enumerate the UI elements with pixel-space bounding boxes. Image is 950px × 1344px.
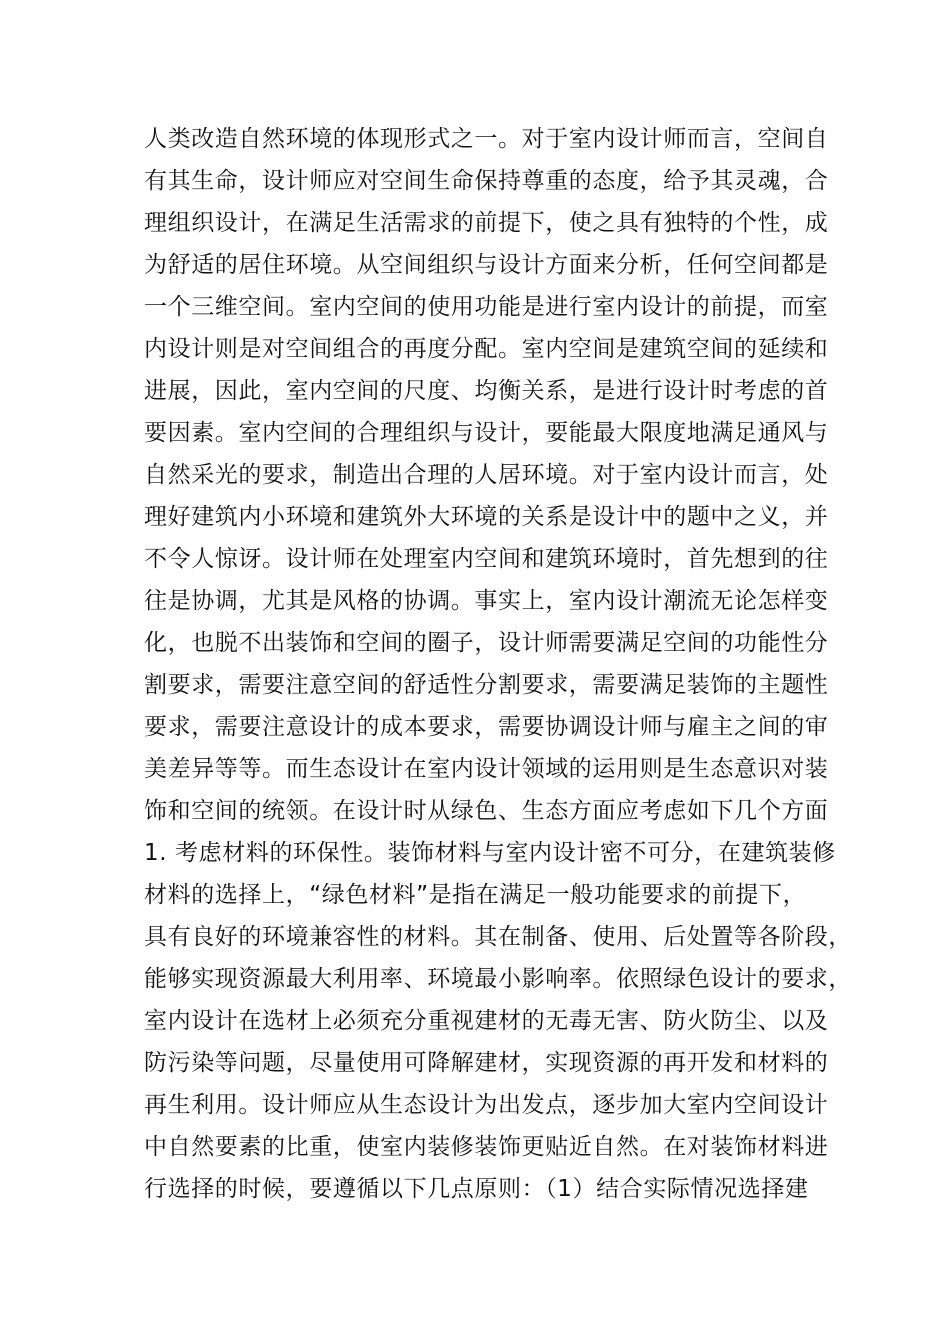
text-line: 1. 考虑材料的环保性。装饰材料与室内设计密不可分，在建筑装修 bbox=[144, 840, 836, 866]
text-line: 美差异等等。而生态设计在室内设计领域的运用则是生态意识对装 bbox=[144, 756, 829, 782]
text-line: 化，也脱不出装饰和空间的圈子，设计师需要满足空间的功能性分 bbox=[144, 630, 829, 656]
text-line: 一个三维空间。室内空间的使用功能是进行室内设计的前提，而室 bbox=[144, 294, 829, 320]
text-line: 人类改造自然环境的体现形式之一。对于室内设计师而言，空间自 bbox=[144, 126, 829, 152]
text-line: 不令人惊讶。设计师在处理室内空间和建筑环境时，首先想到的往 bbox=[144, 546, 829, 572]
text-line: 饰和空间的统领。在设计时从绿色、生态方面应考虑如下几个方面 bbox=[144, 798, 829, 824]
text-line: 能够实现资源最大利用率、环境最小影响率。依照绿色设计的要求， bbox=[144, 966, 852, 992]
text-line: 具有良好的环境兼容性的材料。其在制备、使用、后处置等各阶段， bbox=[144, 924, 852, 950]
text-line: 要求，需要注意设计的成本要求，需要协调设计师与雇主之间的审 bbox=[144, 714, 829, 740]
text-line: 防污染等问题，尽量使用可降解建材，实现资源的再开发和材料的 bbox=[144, 1050, 829, 1076]
text-line: 割要求，需要注意空间的舒适性分割要求，需要满足装饰的主题性 bbox=[144, 672, 829, 698]
text-line: 为舒适的居住环境。从空间组织与设计方面来分析，任何空间都是 bbox=[144, 252, 829, 278]
text-line: 中自然要素的比重，使室内装修装饰更贴近自然。在对装饰材料进 bbox=[144, 1134, 829, 1160]
text-line: 自然采光的要求，制造出合理的人居环境。对于室内设计而言，处 bbox=[144, 462, 829, 488]
text-line: 往是协调，尤其是风格的协调。事实上，室内设计潮流无论怎样变 bbox=[144, 588, 829, 614]
text-line: 材料的选择上，“绿色材料”是指在满足一般功能要求的前提下， bbox=[144, 882, 807, 908]
text-line: 行选择的时候，要遵循以下几点原则：（1）结合实际情况选择建 bbox=[144, 1176, 809, 1202]
text-line: 理好建筑内小环境和建筑外大环境的关系是设计中的题中之义，并 bbox=[144, 504, 829, 530]
body-paragraph bbox=[144, 118, 852, 1210]
text-line: 有其生命，设计师应对空间生命保持尊重的态度，给予其灵魂，合 bbox=[144, 168, 829, 194]
text-line: 理组织设计，在满足生活需求的前提下，使之具有独特的个性，成 bbox=[144, 210, 829, 236]
text-line: 室内设计在选材上必须充分重视建材的无毒无害、防火防尘、以及 bbox=[144, 1008, 829, 1034]
text-line: 要因素。室内空间的合理组织与设计，要能最大限度地满足通风与 bbox=[144, 420, 829, 446]
text-line: 内设计则是对空间组合的再度分配。室内空间是建筑空间的延续和 bbox=[144, 336, 829, 362]
text-line: 再生利用。设计师应从生态设计为出发点，逐步加大室内空间设计 bbox=[144, 1092, 829, 1118]
text-line: 进展，因此，室内空间的尺度、均衡关系，是进行设计时考虑的首 bbox=[144, 378, 829, 404]
